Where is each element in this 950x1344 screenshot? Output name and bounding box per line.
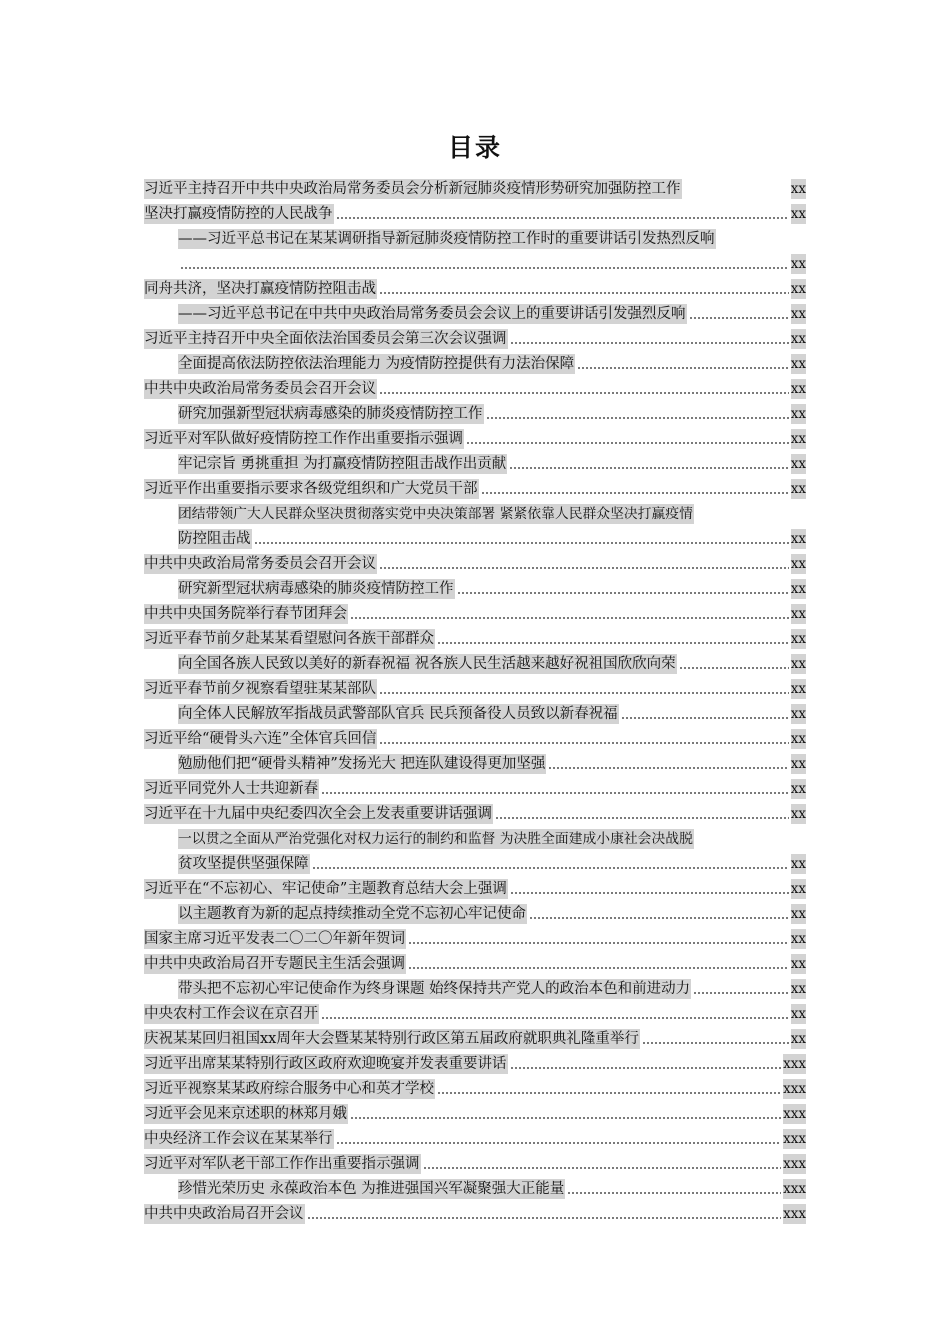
toc-entry[interactable] (144, 849, 806, 874)
toc-entry[interactable] (144, 1099, 806, 1124)
toc-entry-title: 带头把不忘初心牢记使命作为终身课题 始终保持共产党人的政治本色和前进动力 (178, 981, 691, 997)
toc-entry[interactable] (144, 974, 806, 999)
toc-entry-title: 习近平给“硬骨头六连”全体官兵回信 (144, 731, 377, 747)
toc-leader-dots (321, 792, 789, 794)
toc-entry[interactable] (144, 1049, 806, 1074)
toc-page-number: xx (790, 606, 806, 622)
toc-entry-title: 全面提高依法防控依法治理能力 为疫情防控提供有力法治保障 (178, 356, 575, 372)
toc-entry-title: 中共中央政治局常务委员会召开会议 (144, 381, 376, 397)
toc-leader-dots (567, 1192, 781, 1194)
toc-entry[interactable] (144, 499, 806, 524)
toc-page-number: xxx (783, 1081, 806, 1097)
toc-leader-dots (495, 817, 789, 819)
toc-entry[interactable] (144, 1149, 806, 1174)
toc-entry-title: 牢记宗旨 勇挑重担 为打赢疫情防控阻击战作出贡献 (178, 456, 507, 472)
toc-entry[interactable] (144, 674, 806, 699)
toc-page-number: xxx (783, 1156, 806, 1172)
toc-page-number: xx (790, 331, 806, 347)
toc-entry-title: 向全体人民解放军指战员武警部队官兵 民兵预备役人员致以新春祝福 (178, 706, 618, 722)
toc-page-number: xx (790, 281, 806, 297)
toc-entry-title: 习近平春节前夕视察看望驻某某部队 (144, 681, 376, 697)
toc-page-number: xxx (783, 1206, 806, 1222)
toc-page-number: xx (790, 456, 806, 472)
toc-entry-title: 国家主席习近平发表二〇二〇年新年贺词 (144, 931, 405, 947)
toc-entry[interactable] (144, 1074, 806, 1099)
toc-entry[interactable] (144, 1199, 806, 1224)
toc-entry-title: 习近平对军队做好疫情防控工作作出重要指示强调 (144, 431, 463, 447)
toc-entry-title: ——习近平总书记在某某调研指导新冠肺炎疫情防控工作时的重要讲话引发热烈反响 (178, 231, 715, 247)
toc-page-number: xxx (783, 1056, 806, 1072)
toc-page-number: xxx (783, 1106, 806, 1122)
toc-leader-dots (437, 642, 789, 644)
toc-leader-dots (693, 992, 789, 994)
toc-page-number: xx (790, 756, 806, 772)
toc-page-number: xx (790, 731, 806, 747)
toc-entry[interactable] (144, 924, 806, 949)
toc-entry[interactable] (144, 949, 806, 974)
toc-entry-title: 防控阻击战 (178, 531, 251, 547)
toc-page-number: xx (790, 656, 806, 672)
toc-leader-dots (321, 1017, 789, 1019)
toc-entry-title: 贫攻坚提供坚强保障 (178, 856, 309, 872)
toc-entry-title: 习近平在十九届中央纪委四次全会上发表重要讲话强调 (144, 806, 492, 822)
toc-title: 目录 (447, 133, 502, 162)
toc-entry[interactable] (144, 424, 806, 449)
toc-entry-title: 中央经济工作会议在某某举行 (144, 1131, 333, 1147)
toc-entry-title: 习近平作出重要指示要求各级党组织和广大党员干部 (144, 481, 478, 497)
toc-entry[interactable] (144, 749, 806, 774)
toc-entry-title: 坚决打赢疫情防控的人民战争 (144, 206, 333, 222)
toc-entry-title: 研究新型冠状病毒感染的肺炎疫情防控工作 (178, 581, 454, 597)
toc-entry[interactable] (144, 699, 806, 724)
toc-entry[interactable] (144, 299, 806, 324)
toc-leader-dots (577, 367, 789, 369)
toc-leader-dots (437, 1092, 781, 1094)
toc-entry-title: 以主题教育为新的起点持续推动全党不忘初心牢记使命 (178, 906, 526, 922)
toc-entry[interactable] (144, 349, 806, 374)
toc-page-number: xx (790, 406, 806, 422)
toc-entry[interactable] (144, 574, 806, 599)
toc-entry[interactable] (144, 1174, 806, 1199)
toc-leader-dots (621, 717, 789, 719)
toc-entry-title: 习近平出席某某特别行政区政府欢迎晚宴并发表重要讲话 (144, 1056, 507, 1072)
toc-entry[interactable] (144, 774, 806, 799)
toc-entry-title: 庆祝某某回归祖国xx周年大会暨某某特别行政区第五届政府就职典礼隆重举行 (144, 1031, 639, 1047)
toc-entry[interactable] (144, 724, 806, 749)
toc-entry[interactable] (144, 899, 806, 924)
toc-page-number: xx (790, 431, 806, 447)
toc-leader-dots (408, 967, 789, 969)
toc-leader-dots (466, 442, 789, 444)
toc-page-number: xxx (783, 1181, 806, 1197)
toc-entry-title: 珍惜光荣历史 永葆政治本色 为推进强国兴军凝聚强大正能量 (178, 1181, 565, 1197)
toc-entry[interactable] (144, 524, 806, 549)
table-of-contents (144, 174, 806, 1224)
toc-page-number: xx (790, 781, 806, 797)
toc-leader-dots (180, 267, 789, 269)
toc-leader-dots (379, 392, 789, 394)
toc-entry[interactable] (144, 599, 806, 624)
toc-entry[interactable] (144, 224, 806, 249)
toc-entry[interactable] (144, 324, 806, 349)
toc-page-number: xx (790, 856, 806, 872)
toc-leader-dots (379, 692, 789, 694)
toc-leader-dots (510, 342, 789, 344)
toc-entry-title: 团结带领广大人民群众坚决贯彻落实党中央决策部署 紧紧依靠人民群众坚决打赢疫情 (178, 506, 693, 522)
toc-page-number: xx (790, 1031, 806, 1047)
toc-leader-dots (350, 617, 789, 619)
toc-entry[interactable] (144, 999, 806, 1024)
toc-page-number: xx (790, 581, 806, 597)
toc-leader-dots (379, 742, 788, 744)
toc-leader-dots (529, 917, 789, 919)
toc-entry-title: 习近平同党外人士共迎新春 (144, 781, 318, 797)
toc-entry[interactable] (144, 1124, 806, 1149)
toc-leader-dots (254, 542, 789, 544)
toc-entry[interactable] (144, 1024, 806, 1049)
toc-leader-dots (379, 567, 789, 569)
toc-page-number: xx (790, 631, 806, 647)
toc-entry[interactable] (144, 799, 806, 824)
toc-entry[interactable] (144, 824, 806, 849)
toc-page-number: xxx (783, 1131, 806, 1147)
toc-leader-dots (642, 1042, 789, 1044)
toc-entry[interactable] (144, 199, 806, 224)
toc-entry-title: 同舟共济，坚决打赢疫情防控阻击战 (144, 281, 376, 297)
toc-entry[interactable] (144, 624, 806, 649)
toc-page-number: xx (790, 356, 806, 372)
toc-leader-dots (510, 1067, 782, 1069)
toc-entry-title: 中共中央政治局召开专题民主生活会强调 (144, 956, 405, 972)
toc-entry-title: 研究加强新型冠状病毒感染的肺炎疫情防控工作 (178, 406, 483, 422)
toc-leader-dots (481, 492, 789, 494)
toc-leader-dots (486, 417, 789, 419)
toc-entry-title: 习近平春节前夕赴某某看望慰问各族干部群众 (144, 631, 434, 647)
toc-entry[interactable] (144, 474, 806, 499)
toc-page-number: xx (790, 481, 806, 497)
toc-entry[interactable] (144, 549, 806, 574)
toc-page-number: xx (790, 381, 806, 397)
toc-page-number: xx (790, 956, 806, 972)
toc-entry[interactable] (144, 449, 806, 474)
toc-entry-title: 习近平主持召开中央全面依法治国委员会第三次会议强调 (144, 331, 507, 347)
toc-page-number: xx (790, 1006, 806, 1022)
toc-leader-dots (408, 942, 789, 944)
toc-entry-title: 习近平会见来京述职的林郑月娥 (144, 1106, 347, 1122)
toc-page-number: xx (790, 206, 806, 222)
toc-page-number: xx (790, 806, 806, 822)
toc-page-number: xx (790, 931, 806, 947)
toc-page-number: xx (790, 881, 806, 897)
toc-leader-dots (679, 667, 789, 669)
toc-page-number: xx (790, 906, 806, 922)
toc-page-number: xx (790, 531, 806, 547)
toc-entry-title: 习近平在“不忘初心、牢记使命”主题教育总结大会上强调 (144, 881, 507, 897)
toc-entry-title: 勉励他们把“硬骨头精神”发扬光大 把连队建设得更加坚强 (178, 756, 546, 772)
toc-leader-dots (336, 217, 789, 219)
toc-leader-dots (336, 1142, 782, 1144)
toc-entry[interactable] (144, 874, 806, 899)
toc-entry[interactable] (144, 249, 806, 274)
toc-page-number: xx (790, 681, 806, 697)
toc-leader-dots (457, 592, 789, 594)
toc-entry-title: 向全国各族人民致以美好的新春祝福 祝各族人民生活越来越好祝祖国欣欣向荣 (178, 656, 676, 672)
toc-entry-title: ——习近平总书记在中共中央政治局常务委员会会议上的重要讲话引发强烈反响 (178, 306, 686, 322)
toc-entry-title: 中共中央国务院举行春节团拜会 (144, 606, 347, 622)
toc-entry-title: 一以贯之全面从严治党强化对权力运行的制约和监督 为决胜全面建成小康社会决战脱 (178, 831, 693, 847)
toc-leader-dots (379, 292, 789, 294)
toc-entry-title: 中共中央政治局常务委员会召开会议 (144, 556, 376, 572)
toc-page-number: xx (790, 981, 806, 997)
toc-leader-dots (510, 892, 789, 894)
toc-page-number: xx (790, 181, 806, 197)
toc-leader-dots (423, 1167, 782, 1169)
toc-leader-dots (312, 867, 789, 869)
toc-leader-dots (307, 1217, 782, 1219)
toc-page-number: xx (790, 556, 806, 572)
toc-page-number: xx (790, 706, 806, 722)
toc-page-number: xx (790, 306, 806, 322)
toc-leader-dots (548, 767, 788, 769)
toc-page-number: xx (790, 256, 806, 272)
toc-entry[interactable] (144, 174, 806, 199)
toc-leader-dots (350, 1117, 781, 1119)
toc-entry[interactable] (144, 649, 806, 674)
toc-entry[interactable] (144, 274, 806, 299)
toc-entry-title: 中央农村工作会议在京召开 (144, 1006, 318, 1022)
toc-entry-title: 中共中央政治局召开会议 (144, 1206, 304, 1222)
toc-entry[interactable] (144, 399, 806, 424)
toc-entry-title: 习近平对军队老干部工作作出重要指示强调 (144, 1156, 420, 1172)
toc-entry[interactable] (144, 374, 806, 399)
toc-leader-dots (689, 317, 789, 319)
toc-entry-title: 习近平视察某某政府综合服务中心和英才学校 (144, 1081, 434, 1097)
toc-entry-title: 习近平主持召开中共中央政治局常务委员会分析新冠肺炎疫情形势研究加强防控工作 (144, 181, 681, 197)
toc-leader-dots (509, 467, 789, 469)
